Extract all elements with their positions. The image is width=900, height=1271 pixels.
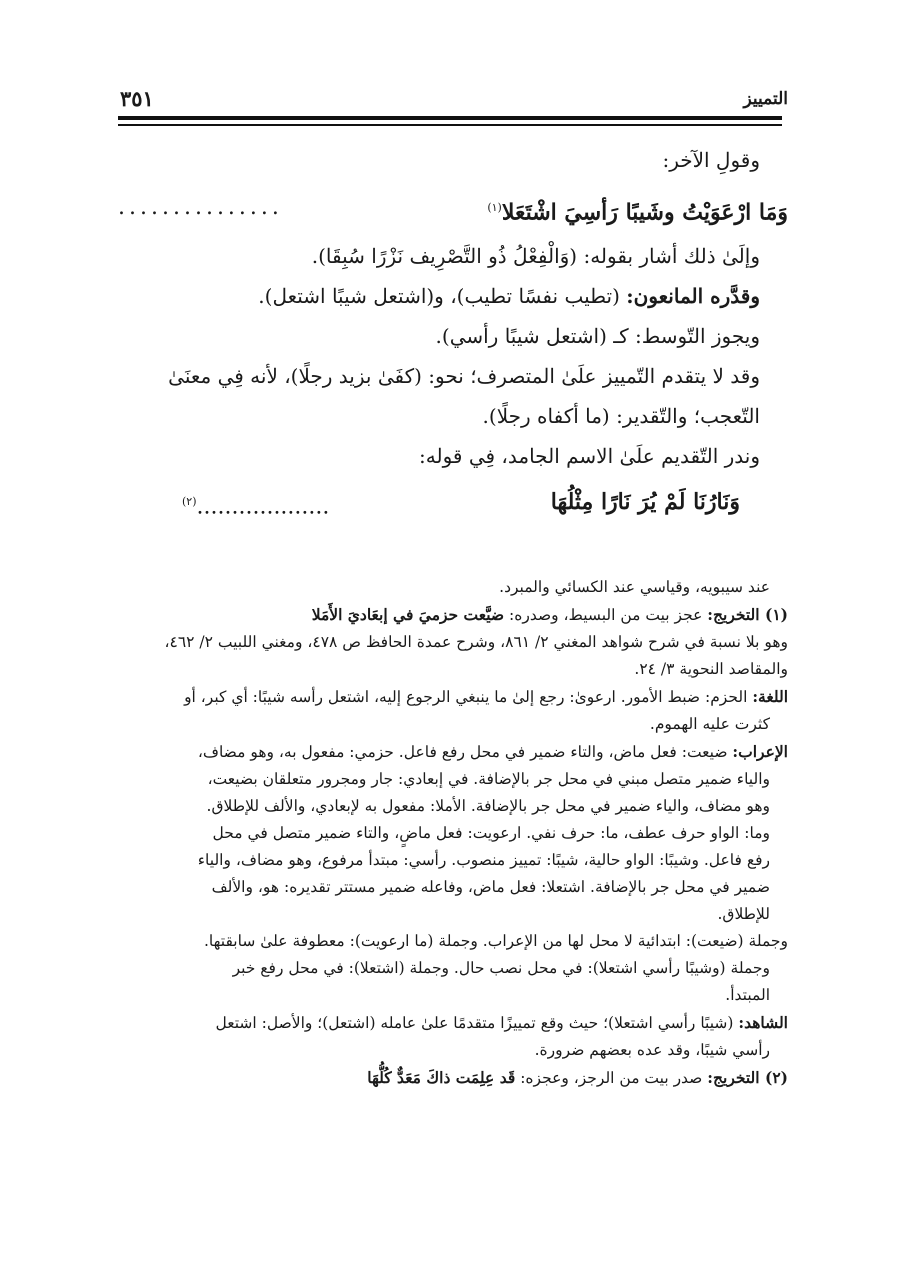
main-line-4: وقدَّره المانعون: (تطيب نفسًا تطيب)، و(اشتعل شيبًا اشتعل). <box>258 284 760 309</box>
footnote-2-takhrij: (٢) التخريج: صدر بيت من الرجز، وعجزه: قَد عِلِمَت ذاكَ مَعَدٌّ كُلُّهَا <box>367 1068 788 1087</box>
footnote-line: ضمير في محل جر بالإضافة. اشتعلا: فعل ماض، وفاعله ضمير مستتر تقديره: هو، والألف <box>211 878 770 896</box>
intro-line: وقولِ الآخر: <box>662 148 760 172</box>
main-line-3: وإلَىٰ ذلك أشار بقوله: (وَالْفِعْلُ ذُو التَّصْرِيف نَزْرًا سُبِقَا). <box>311 244 760 269</box>
footnote-line: رأسي شيبًا، وقد عده بعضهم ضرورة. <box>534 1041 770 1059</box>
footnote-ref-1: (١) <box>487 201 502 214</box>
footnote-irab: الإعراب: ضيعت: فعل ماض، والتاء ضمير في محل رفع فاعل. حزمي: مفعول به، وهو مضاف، <box>197 742 788 761</box>
footnote-line: عند سيبويه، وقياسي عند الكسائي والمبرد. <box>499 578 770 596</box>
header-rule-thick <box>118 116 782 120</box>
verse-2 <box>118 478 788 531</box>
footnote-line: وجملة (وشيبًا رأسي اشتعلا): في محل نصب حال. وجملة (اشتعلا): في محل رفع خبر <box>232 959 770 977</box>
verse-1-text: وَمَا ارْعَوَيْتُ وشَيبًا رَأسِيَ اشْتَعَلا$^{(١)}$ <box>487 199 788 226</box>
footnote-ref-2: (٢) <box>182 495 197 509</box>
footnote-line: المبتدأ. <box>725 986 770 1004</box>
verse-1-dots: ............... <box>118 195 283 220</box>
footnote-lugha: اللغة: الحزم: ضبط الأمور. ارعوىٰ: رجع إلىٰ ما ينبغي الرجوع إليه، اشتعل رأسه شيبًا: أي كبر، أو <box>184 687 788 706</box>
page-number: ٣٥١ <box>120 86 154 111</box>
main-line-7: وندر التّقديم علَىٰ الاسم الجامد، فِي قوله: <box>419 444 760 469</box>
footnote-line: وهو بلا نسبة في شرح شواهد المغني ٢/ ٨٦١، وشرح عمدة الحافظ ص ٤٧٨، ومغني اللبيب ٢/ ٤٦٢، والمقاصد النحوية ٣/ ٢٤. <box>164 633 788 678</box>
bold-term: وقدَّره المانعون: <box>626 284 760 309</box>
main-text <box>118 140 788 532</box>
footnote-1-takhrij: (١) التخريج: عجز بيت من البسيط، وصدره: ضيَّعت حزميَ في إبعَاديَ الأَمَلا <box>311 605 788 624</box>
verse-1 <box>118 184 788 236</box>
footnote-line: وما: الواو حرف عطف، ما: حرف نفي. ارعويت: فعل ماضٍ، والتاء ضمير متصل في محل <box>212 824 770 842</box>
footnote-line: والياء ضمير متصل مبني في محل جر بالإضافة. في إبعادي: جار ومجرور متعلقان بضيعت، <box>207 770 770 788</box>
verse-2-text: وَنَارُنَا لَمْ يُرَ نَارًا مِثْلُهَا <box>550 489 740 516</box>
main-paragraph-6: وقد لا يتقدم التّمييز علَىٰ المتصرف؛ نحو: (كفَىٰ بزيد رجلًا)، لأنه فِي معنَىٰ التّعجب؛ والتّقدير: (ما أكفاه رجلًا). <box>168 364 760 429</box>
main-line-5: ويجوز التّوسط: كـ (اشتعل شيبًا رأسي). <box>435 324 760 349</box>
header-rule-thin <box>118 124 782 126</box>
chapter-title: التمييز <box>743 89 788 109</box>
footnotes <box>118 574 788 1092</box>
footnote-line: وجملة (ضيعت): ابتدائية لا محل لها من الإعراب. وجملة (ما ارعويت): معطوفة علىٰ سابقتها. <box>203 932 788 950</box>
footnote-shahid: الشاهد: (شيبًا رأسي اشتعلا)؛ حيث وقع تمييزًا متقدمًا علىٰ عامله (اشتعل)؛ والأصل: اشتعل <box>215 1013 788 1032</box>
footnote-line: للإطلاق. <box>717 905 770 923</box>
footnote-line: وهو مضاف، والياء ضمير في محل جر بالإضافة. الأملا: مفعول به لإبعادي، والألف للإطلاق. <box>206 797 770 815</box>
footnote-line: كثرت عليه الهموم. <box>649 715 770 733</box>
footnote-line: رفع فاعل. وشيبًا: الواو حالية، شيبًا: تمييز منصوب. رأسي: مبتدأ مرفوع، وهو مضاف، والياء <box>197 851 770 869</box>
verse-2-tail: ...................$^{(٢)}$ <box>182 494 330 520</box>
